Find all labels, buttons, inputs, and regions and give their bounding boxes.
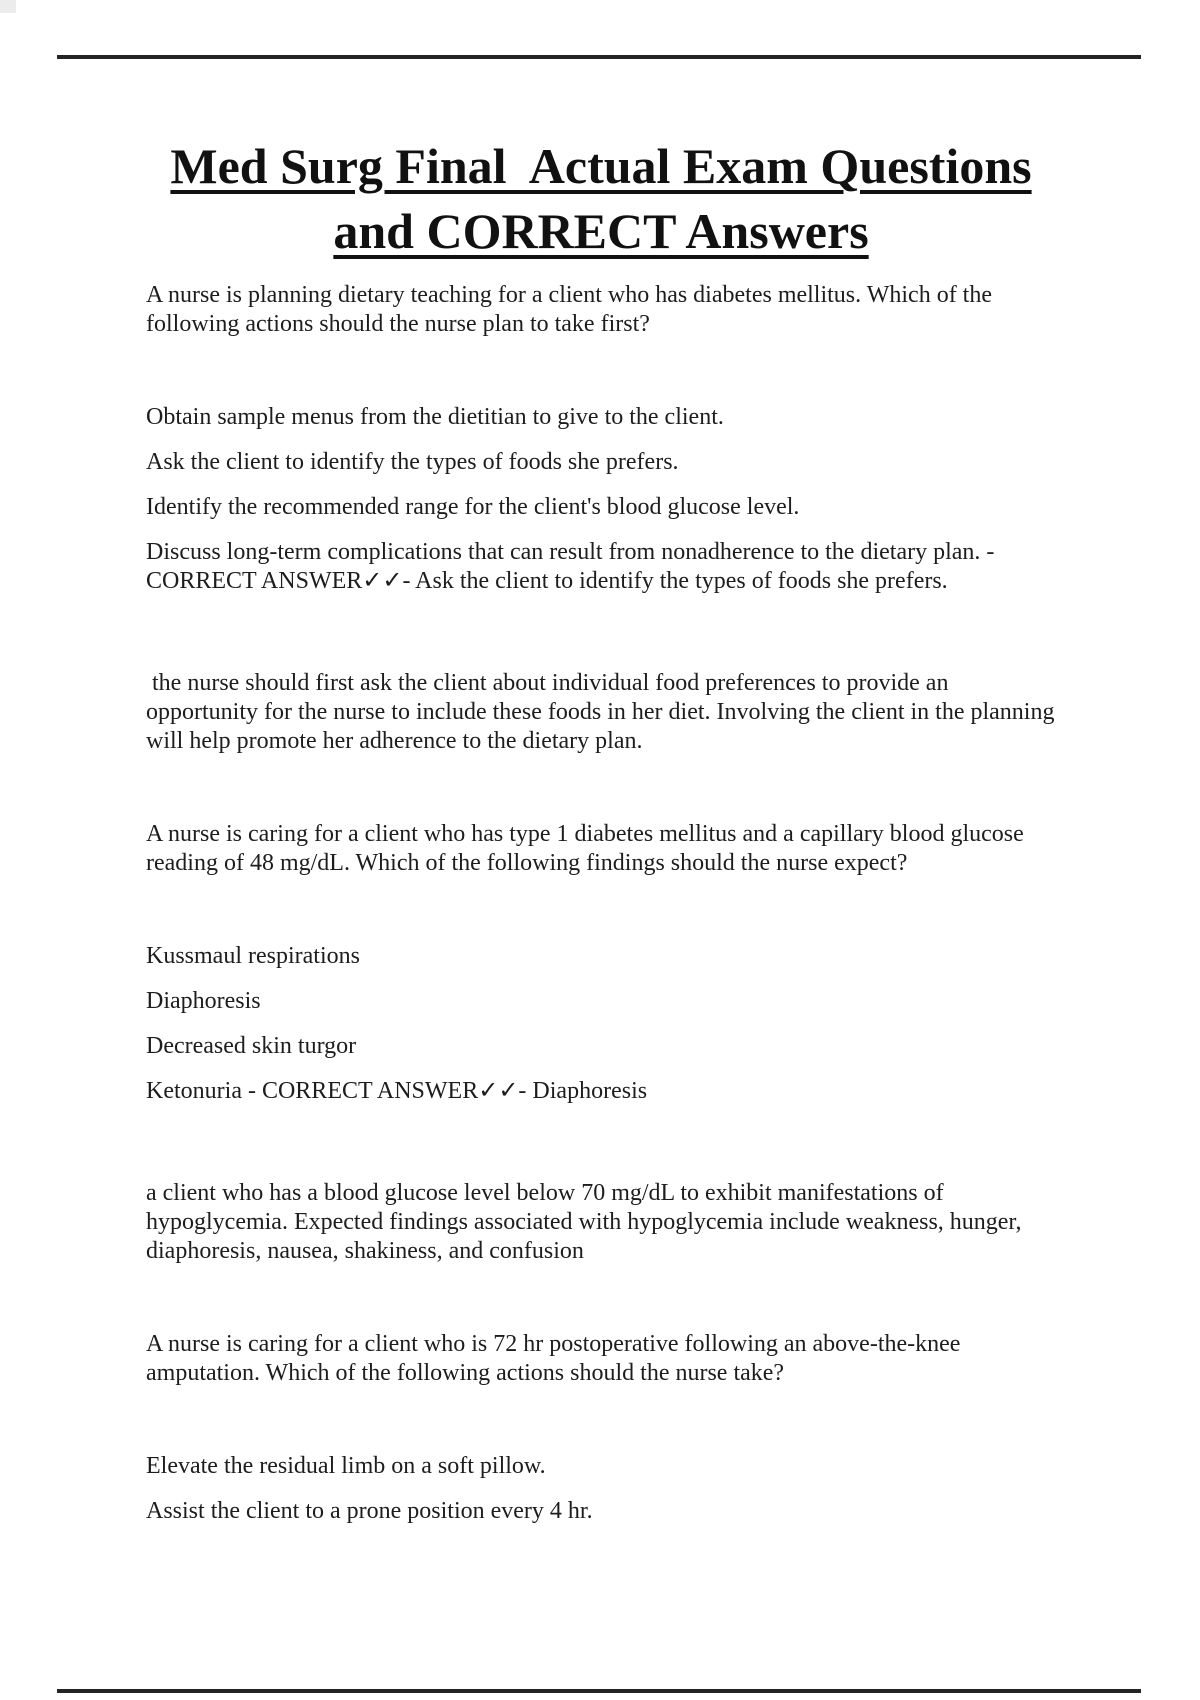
answer-option: Decreased skin turgor (146, 1033, 357, 1059)
answer-reveal: Discuss long-term complications that can result from nonadherence to the dietary plan. - CORRECT ANSWER✓✓- Ask the client to identify the types of foods she prefers. (146, 539, 1001, 594)
footer-rule (57, 1689, 1141, 1693)
question-text: A nurse is caring for a client who has type 1 diabetes mellitus and a capillary blood glucose reading of 48 mg/dL. Which of the following findings should the nurse expect? (146, 821, 1030, 876)
title-line-1: Med Surg Final Actual Exam Questions (170, 138, 1032, 194)
answer-option: Obtain sample menus from the dietitian to give to the client. (146, 404, 724, 430)
explanation-text: a client who has a blood glucose level below 70 mg/dL to exhibit manifestations of hypoglycemia. Expected findings associated with hypoglycemia include weakness, hunger, diaphoresis, nausea, shakiness, and confusion (146, 1180, 1028, 1264)
question-text: A nurse is planning dietary teaching for a client who has diabetes mellitus. Which of the following actions should the nurse plan to take first? (146, 282, 998, 337)
answer-reveal: Ketonuria - CORRECT ANSWER✓✓- Diaphoresis (146, 1078, 648, 1104)
answer-option: Elevate the residual limb on a soft pillow. (146, 1453, 546, 1479)
answer-option: Diaphoresis (146, 988, 261, 1014)
answer-option: Kussmaul respirations (146, 943, 360, 969)
answer-option: Ask the client to identify the types of foods she prefers. (146, 449, 679, 475)
title-line-2: and CORRECT Answers (333, 203, 869, 259)
question-text: A nurse is caring for a client who is 72 hr postoperative following an above-the-knee amputation. Which of the following actions should the nurse take? (146, 1331, 967, 1386)
answer-option: Assist the client to a prone position every 4 hr. (146, 1498, 593, 1524)
explanation-text: the nurse should first ask the client about individual food preferences to provide an opportunity for the nurse to include these foods in her diet. Involving the client in the planning will help promote her adherence to the dietary plan. (146, 670, 1061, 754)
answer-option: Identify the recommended range for the client's blood glucose level. (146, 494, 800, 520)
page-title (146, 134, 1056, 264)
